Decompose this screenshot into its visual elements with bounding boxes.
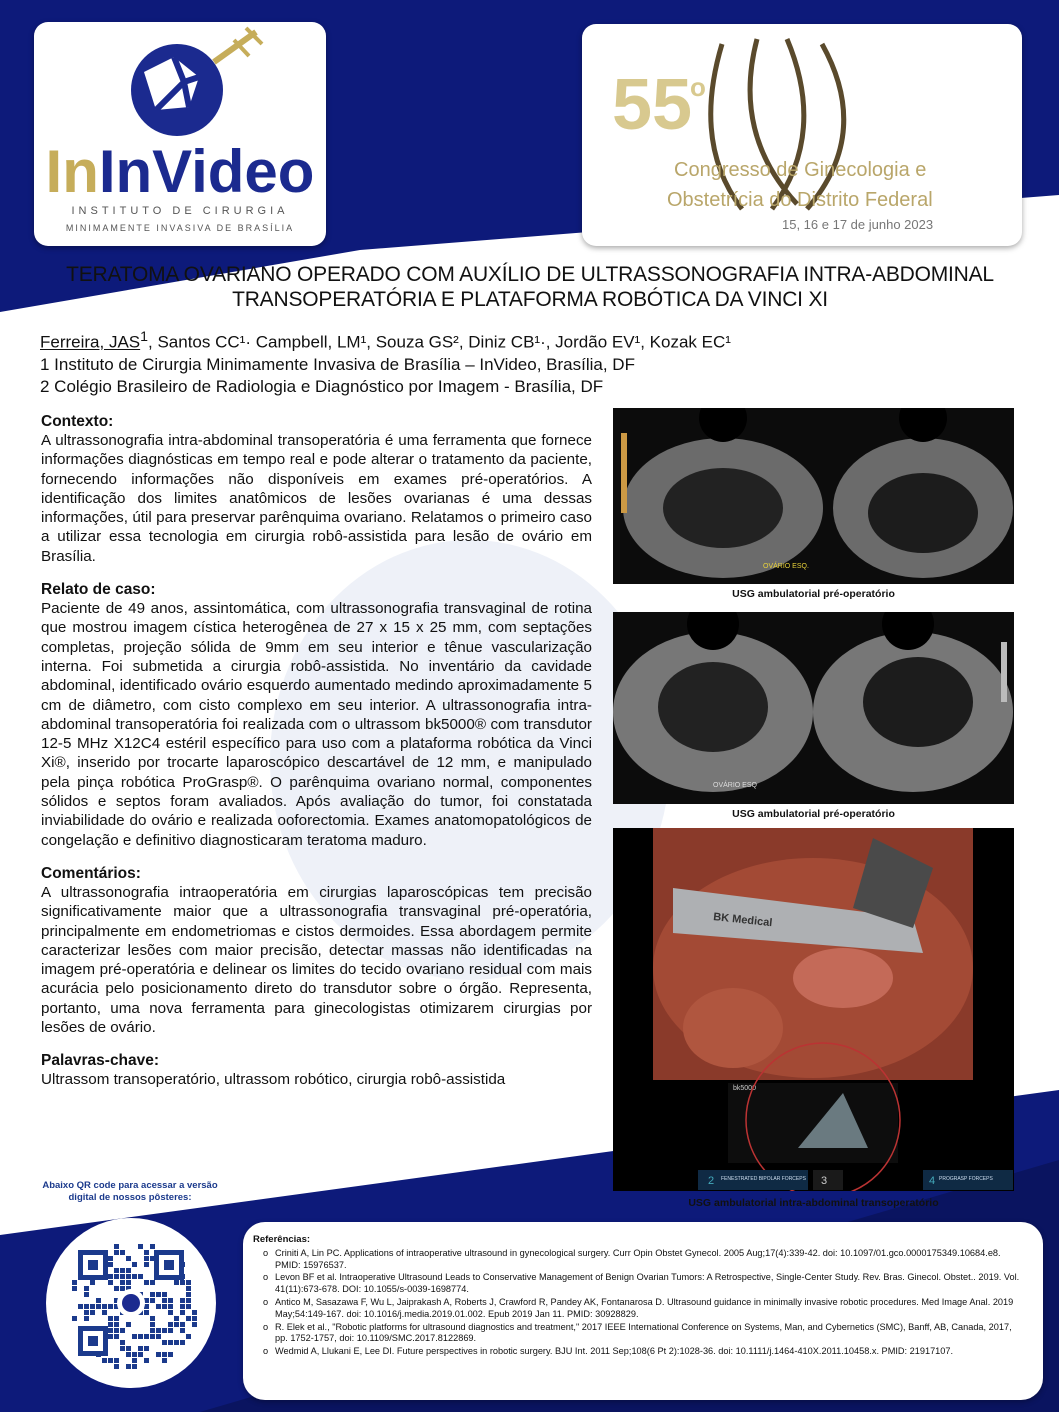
qr-module [84, 1304, 89, 1309]
qr-module [114, 1286, 119, 1291]
qr-module [138, 1334, 143, 1339]
contexto-heading: Contexto: [41, 413, 114, 430]
qr-module [156, 1328, 161, 1333]
qr-module [168, 1352, 173, 1357]
qr-module [108, 1280, 113, 1285]
qr-module [186, 1292, 191, 1297]
qr-module [192, 1322, 197, 1327]
qr-module [180, 1340, 185, 1345]
comentarios-heading: Comentários: [41, 864, 141, 882]
qr-module [174, 1280, 179, 1285]
authors-block [40, 326, 1040, 398]
congress-dates: 15, 16 e 17 de junho 2023 [782, 217, 934, 232]
qr-module [150, 1280, 155, 1285]
qr-module [108, 1256, 113, 1261]
reference-item: o Levon BF et al. Intraoperative Ultrasound Leads to Conservative Management of Benign Ovarian Tumors: A Retrospective, Single-Center Study. Rev. Bras. Ginecol. Obstet.. 2019. Vol. 41(11):673-678. DOI: 10.1055/s-0039-1698774. [265, 1272, 1025, 1296]
reference-item: o R. Elek et al., "Robotic platforms for ultrasound diagnostics and treatment," 2017 IEEE International Conference on Systems, Man, and Cybernetics (SMC), Banff, AB, Canada, 2017, pp. 1752-1757, doi: 10.1109/SMC.2017.8122869. [265, 1322, 1025, 1346]
title-line1: TERATOMA OVARIANO OPERADO COM AUXÍLIO DE ULTRASSONOGRAFIA INTRA-ABDOMINAL [66, 263, 994, 286]
qr-module [192, 1316, 197, 1321]
qr-module [150, 1322, 155, 1327]
qr-module [126, 1364, 131, 1369]
qr-module [102, 1358, 107, 1363]
logo-line1: INSTITUTO DE CIRURGIA [71, 205, 289, 217]
relato-text: Paciente de 49 anos, assintomática, com ultrassonografia transvaginal de rotina que mostrou imagem cística heterogênea de 27 x 15 x 25 mm, com septações completas, projeção sólida de 9mm em seu interior e tênue vascularização interna. Foi submetida a cirurgia robô-assistida. No inventário da cavidade abdominal, identificado ovário esquerdo aumentado medindo aproximadamente 5 cm de diâmetro, com cisto complexo em seu interior. A ultrassonografia intra-abdominal transoperatória foi realizada com o ultrassom bk5000® com transdutor 12-5 MHz X12C4 estéril específico para uso com a plataforma robótica da Vinci Xi®, inserido por trocarte laparoscópico descartável de 12 mm, e manipulado pela pinça robótica ProGrasp®. O parênquima ovariano normal, componentes sólidos e septos foram avaliados. Após avaliação do tumor, foi constatada inviabilidade do ovário e realizada ooforectomia. Exames anatomopatológicos de congelação e definitivo diagnosticaram teratoma maduro. [41, 600, 592, 849]
logo-line2: MINIMAMENTE INVASIVA DE BRASÍLIA [65, 223, 295, 233]
qr-module [180, 1310, 185, 1315]
section-palavras [41, 1051, 592, 1089]
congress-logo-card [582, 24, 1022, 246]
qr-module [186, 1334, 191, 1339]
qr-caption: Abaixo QR code para acessar a versão digital de nossos pôsteres: [42, 1180, 218, 1203]
qr-module [180, 1304, 185, 1309]
qr-module [114, 1250, 119, 1255]
qr-module [138, 1244, 143, 1249]
qr-module [144, 1346, 149, 1351]
congress-number: 55 [612, 65, 693, 145]
qr-module [162, 1358, 167, 1363]
qr-module [150, 1328, 155, 1333]
intraoperative-image [613, 828, 1014, 1191]
qr-module [162, 1340, 167, 1345]
brand-text: InInVideo [45, 138, 315, 205]
body-column [41, 412, 592, 1104]
qr-module [168, 1310, 173, 1315]
first-author: Ferreira, JAS [40, 332, 141, 352]
qr-module [84, 1316, 89, 1321]
qr-module [150, 1292, 155, 1297]
qr-module [168, 1322, 173, 1327]
reference-item: o Antico M, Sasazawa F, Wu L, Jaiprakash A, Roberts J, Crawford R, Pandey AK, Fontanarosa D. Ultrasound guidance in minimally invasive robotic procedures. Med Image Anal. 2019 May;54:149-167. doi: 10.1016/j.media.2019.01.002. Epub 2019 Jan 11. PMID: 30928829. [265, 1297, 1025, 1321]
qr-module [120, 1268, 125, 1273]
qr-module [114, 1274, 119, 1279]
qr-module [120, 1346, 125, 1351]
qr-module [120, 1328, 125, 1333]
figure3-caption: USG ambulatorial intra-abdominal transoperatório [688, 1197, 939, 1209]
qr-module [108, 1358, 113, 1363]
ultrasound-image-2 [613, 612, 1014, 804]
qr-module [126, 1346, 131, 1351]
qr-module [150, 1334, 155, 1339]
reference-item: o Criniti A, Lin PC. Applications of intraoperative ultrasound in gynecological surgery. Curr Opin Obstet Gynecol. 2005 Aug;17(4):339-42. doi: 10.1097/01.gco.0000175349.10684.e8. PMID: 15976537. [265, 1248, 1025, 1272]
references-list [253, 1248, 1025, 1358]
qr-module [114, 1328, 119, 1333]
qr-module [144, 1358, 149, 1363]
qr-module [114, 1316, 119, 1321]
qr-module [156, 1352, 161, 1357]
qr-module [144, 1280, 149, 1285]
qr-module [78, 1304, 83, 1309]
qr-code[interactable] [46, 1218, 216, 1388]
qr-module [174, 1316, 179, 1321]
qr-module [162, 1352, 167, 1357]
qr-module [126, 1274, 131, 1279]
qr-module [108, 1304, 113, 1309]
qr-module [120, 1274, 125, 1279]
reference-item: o Wedmid A, Llukani E, Lee DI. Future perspectives in robotic surgery. BJU Int. 2011 Sep;108(6 Pt 2):1028-36. doi: 10.1111/j.1464-410X.2011.10458.x. PMID: 21917107. [265, 1346, 1025, 1358]
qr-module [108, 1262, 113, 1267]
qr-module [126, 1280, 131, 1285]
qr-module [138, 1352, 143, 1357]
qr-module [138, 1346, 143, 1351]
qr-module [144, 1310, 149, 1315]
qr-module [114, 1268, 119, 1273]
qr-module [186, 1280, 191, 1285]
qr-module [186, 1304, 191, 1309]
qr-module [120, 1286, 125, 1291]
qr-module [144, 1334, 149, 1339]
congress-logo [582, 24, 1022, 246]
qr-module [180, 1280, 185, 1285]
ultrasound-image-1 [613, 408, 1014, 584]
affiliation-2: 2 Colégio Brasileiro de Radiologia e Diagnóstico por Imagem - Brasília, DF [40, 376, 604, 396]
contexto-text: A ultrassonografia intra-abdominal transoperatória é uma ferramenta que fornece informações diagnósticas em tempo real e pode alterar o tratamento da paciente, fornecendo informações não disponíveis em exames pré-operatórios. A identificação dos limites anatômicos de lesões ovarianas é uma dessas informações, útil para preservar parênquima ovariano. Relatamos o primeiro caso a utilizar essa tecnologia em cirurgia robô-assistida para lesão de ovário em Brasília. [41, 432, 592, 565]
qr-module [108, 1316, 113, 1321]
section-comentarios [41, 864, 592, 1037]
qr-module [174, 1340, 179, 1345]
qr-module [144, 1250, 149, 1255]
qr-module [132, 1334, 137, 1339]
qr-module [114, 1358, 119, 1363]
qr-module [96, 1298, 101, 1303]
qr-module [90, 1310, 95, 1315]
qr-module [108, 1328, 113, 1333]
affiliation-1: 1 Instituto de Cirurgia Minimamente Invasiva de Brasília – InVideo, Brasília, DF [40, 354, 635, 374]
fig3-n3: 3 [821, 1175, 828, 1187]
qr-module [168, 1298, 173, 1303]
congress-superscript: o [690, 72, 706, 102]
fig3-screen-label: bk5000 [733, 1085, 756, 1092]
other-authors: , Santos CC¹· Campbell, LM¹, Souza GS², Diniz CB¹·, Jordão EV¹, Kozak EC¹ [148, 332, 731, 352]
qr-module [138, 1274, 143, 1279]
first-author-sup: 1 [140, 329, 149, 345]
qr-module [90, 1280, 95, 1285]
qr-module [162, 1292, 167, 1297]
fig3-bar2: PROGRASP FORCEPS [939, 1176, 993, 1182]
palavras-heading: Palavras-chave: [41, 1052, 160, 1070]
qr-module [90, 1304, 95, 1309]
qr-module [102, 1310, 107, 1315]
section-contexto [41, 412, 592, 566]
qr-module [102, 1304, 107, 1309]
qr-module [162, 1298, 167, 1303]
qr-module [120, 1340, 125, 1345]
qr-module [132, 1262, 137, 1267]
qr-module [186, 1286, 191, 1291]
qr-module [120, 1250, 125, 1255]
fig2-label: OVÁRIO ESQ [713, 782, 757, 789]
qr-module [114, 1244, 119, 1249]
qr-logo-icon [122, 1294, 140, 1312]
references-heading: Referências: [253, 1234, 311, 1245]
qr-module [180, 1328, 185, 1333]
figure1-caption: USG ambulatorial pré-operatório [732, 588, 895, 600]
qr-module [120, 1280, 125, 1285]
qr-module [144, 1256, 149, 1261]
qr-module [126, 1268, 131, 1273]
qr-module [126, 1256, 131, 1261]
qr-module [108, 1334, 113, 1339]
section-relato [41, 580, 592, 850]
qr-module [150, 1316, 155, 1321]
title-line2: TRANSOPERATÓRIA E PLATAFORMA ROBÓTICA DA VINCI XI [232, 288, 828, 311]
qr-module [186, 1316, 191, 1321]
qr-module [180, 1298, 185, 1303]
congress-line2: Obstetrícia do Distrito Federal [667, 189, 933, 211]
qr-module [84, 1292, 89, 1297]
comentarios-text: A ultrassonografia intraoperatória em cirurgias laparoscópicas tem precisão significativamente maior que a ultrassonografia transvaginal pré-operatória, principalmente em endometriomas e cistos dermoides. Essa abordagem permite caracterizar lesões com maior precisão, detectar massas não identificadas na imagem pré-operatória e delinear os limites do tecido ovariano residual com mais acurácia pelo posicionamento direto do transdutor sobre o órgão. Representa, portanto, uma nova ferramenta para ginecologistas otimizarem cirurgias por lesões de ovário. [41, 883, 592, 1037]
qr-module [168, 1340, 173, 1345]
poster-title [30, 262, 1030, 312]
fig3-n2: 2 [708, 1175, 715, 1187]
qr-module [150, 1298, 155, 1303]
qr-module [72, 1316, 77, 1321]
invideo-logo [34, 22, 326, 246]
qr-module [174, 1322, 179, 1327]
references-box [243, 1222, 1043, 1400]
fig1-label: OVÁRIO ESQ. [763, 563, 809, 570]
qr-module [132, 1352, 137, 1357]
figure2-caption: USG ambulatorial pré-operatório [732, 808, 895, 820]
qr-module [162, 1328, 167, 1333]
qr-module [114, 1334, 119, 1339]
qr-module [114, 1364, 119, 1369]
qr-module [72, 1280, 77, 1285]
qr-module [108, 1322, 113, 1327]
qr-module [168, 1328, 173, 1333]
palavras-text: Ultrassom transoperatório, ultrassom robótico, cirurgia robô-assistida [41, 1071, 506, 1089]
qr-module [72, 1286, 77, 1291]
qr-module [186, 1298, 191, 1303]
congress-line1: Congresso de Ginecologia e [674, 159, 927, 181]
qr-module [84, 1310, 89, 1315]
qr-module [156, 1334, 161, 1339]
qr-module [156, 1304, 161, 1309]
author-list [40, 326, 1040, 354]
qr-module [168, 1304, 173, 1309]
fig3-label: BK Medical [712, 911, 773, 930]
qr-module [84, 1286, 89, 1291]
qr-module [156, 1292, 161, 1297]
qr-module [192, 1310, 197, 1315]
fig3-n4: 4 [929, 1175, 936, 1187]
qr-module [180, 1322, 185, 1327]
qr-module [114, 1322, 119, 1327]
invideo-logo-card [34, 22, 326, 246]
qr-module [132, 1274, 137, 1279]
fig3-bar1: FENESTRATED BIPOLAR FORCEPS [721, 1176, 806, 1182]
qr-module [162, 1304, 167, 1309]
qr-module [108, 1274, 113, 1279]
qr-module [132, 1358, 137, 1363]
relato-heading: Relato de caso: [41, 581, 156, 599]
qr-module [96, 1304, 101, 1309]
qr-module [132, 1364, 137, 1369]
qr-module [144, 1262, 149, 1267]
qr-module [126, 1352, 131, 1357]
qr-module [126, 1322, 131, 1327]
qr-module [150, 1244, 155, 1249]
